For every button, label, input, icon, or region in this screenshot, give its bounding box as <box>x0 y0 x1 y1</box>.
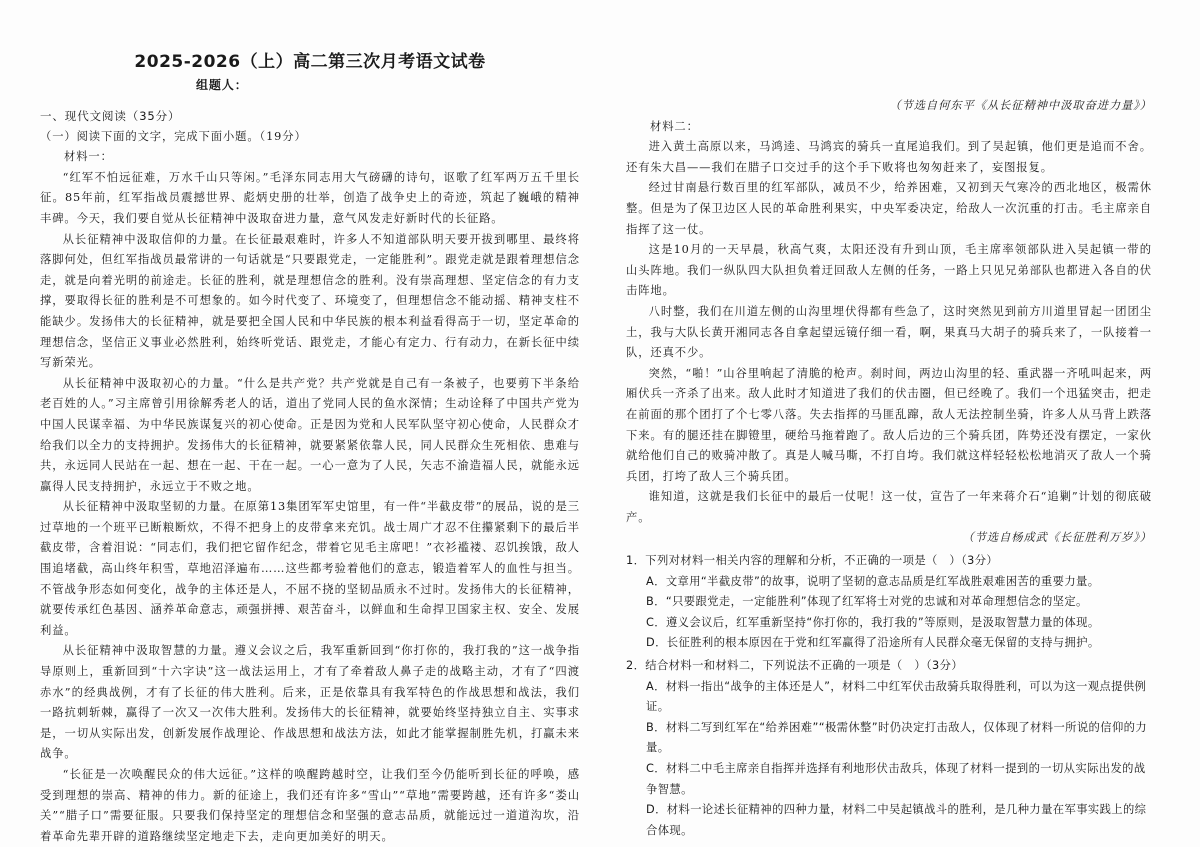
material-1-paragraph: 从长征精神中汲取信仰的力量。在长征最艰难时，许多人不知道部队明天要开拔到哪里、最终将落脚何处，但红军指战员最常讲的一句话就是“只要跟党走，一定能胜利”。跟党走就是跟着理想信念走，就是向着光明的前途走。长征的胜利，就是理想信念的胜利。没有崇高理想、坚定信念的有力支撑，要取得长征的胜利是不可想象的。如今时代变了、环境变了，但理想信念不能动摇、精神支柱不能缺少。发扬伟大的长征精神，就是要把全国人民和中华民族的根本利益看得高于一切，坚定革命的理想信念，坚信正义事业必然胜利，始终听党话、跟党走，才能心有定力、行有动力，在新长征中续写新荣光。 <box>40 232 580 370</box>
material-1-paragraph: 从长征精神中汲取坚韧的力量。在原第13集团军军史馆里，有一件“半截皮带”的展品，说的是三过草地的一个班平已断粮断炊，不得不把身上的皮带拿来充饥。战士周广才忍不住攥紧剩下的最后半截皮带，含着泪说：“同志们，我们把它留作纪念，带着它见毛主席吧！”衣衫褴褛、忍饥挨饿，敌人围追堵截，高山终年积雪，草地沼泽遍布……这些都考验着他们的意志，锻造着军人的血性与担当。不管战争形态如何变化，战争的主体还是人，不屈不挠的坚韧品质永不过时。发扬伟大的长征精神，就要传承红色基因、涵养革命意志，顽强拼搏、艰苦奋斗，以鲜血和生命捍卫国家主权、安全、发展利益。 <box>40 500 580 637</box>
left-column <box>40 0 580 847</box>
subsection-heading: （一）阅读下面的文字，完成下面小题。（19分） <box>40 129 307 143</box>
continuation-spacer <box>626 0 1152 96</box>
exam-title: 2025-2026（上）高二第三次月考语文试卷 <box>134 52 486 72</box>
question-option: C．材料二中毛主席亲自指挥并选择有利地形伏击敌兵，体现了材料一提到的一切从实际出发的战争智慧。 <box>646 762 1146 796</box>
material-1-paragraph: 从长征精神中汲取智慧的力量。遵义会议之后，我军重新回到“你打你的，我打我的”这一战争指导原则上，重新回到“十六字诀”这一战法运用上，才有了牵着敌人鼻子走的战略主动，才有了“四渡赤水”的经典战例，才有了长征的伟大胜利。后来，正是依靠具有我军特色的作战思想和战法，我们一路抗刺斩棘，赢得了一次又一次伟大胜利。发扬伟大的长征精神，就要始终坚持独立自主、实事求是，一切从实际出发，创新发展作战理论、作战思想和战法方法，如此才能掌握制胜先机，打赢未来战争。 <box>40 644 580 761</box>
material-2-paragraph: 这是10月的一天早晨，秋高气爽，太阳还没有升到山顶，毛主席率领部队进入吴起镇一带的山头阵地。我们一纵队四大队担负着迂回敌人左侧的任务，一路上只见兄弟部队也都进入各自的伏击阵地。 <box>626 243 1152 298</box>
material-1-source: （节选自何东平《从长征精神中汲取奋进力量》） <box>889 99 1152 112</box>
material-2-paragraph: 八时整，我们在川道左侧的山沟里埋伏得都有些急了，这时突然见到前方川道里冒起一团团尘土，我与大队长黄开湘同志各自拿起望远镜仔细一看，啊，果真马大胡子的骑兵来了，一队接着一队，还真不少。 <box>626 304 1152 360</box>
question-option: D．材料一论述长征精神的四种力量，材料二中吴起镇战斗的胜利，是几种力量在军事实践上的综合体现。 <box>646 803 1147 837</box>
question-option: C．遵义会议后，红军重新坚持“你打你的，我打我的”等原则，是汲取智慧力量的体现。 <box>646 615 1100 629</box>
question-stem: 2．结合材料一和材料二，下列说法不正确的一项是（ ）（3分） <box>626 659 964 673</box>
question-option: B．材料二写到红军在“给养困难”“极需休整”时仍决定打击敌人，仅体现了材料一所说的信仰的力量。 <box>646 720 1148 755</box>
question-option: D．长征胜利的根本原因在于党和红军赢得了沿途所有人民群众毫无保留的支持与拥护。 <box>646 636 1100 650</box>
right-column <box>626 0 1152 841</box>
material-2-paragraph: 进入黄土高原以来，马鸿逵、马鸿宾的骑兵一直尾追我们。到了吴起镇，他们更是追而不舍。还有朱大昌——我们在腊子口交过手的这个手下败将也匆匆赶来了，妄图报复。 <box>626 140 1152 174</box>
question-option: A．材料一指出“战争的主体还是人”，材料二中红军伏击敌骑兵取得胜利，可以为这一观点提供例证。 <box>646 679 1147 714</box>
material-2-source: （节选自杨成武《长征胜利万岁》） <box>962 531 1152 545</box>
material-1-label: 材料一： <box>64 150 113 164</box>
material-2-paragraph: 经过甘南悬行数百里的红军部队，减员不少，给养困难，又初到天气寒冷的西北地区，极需休整。但是为了保卫边区人民的革命胜利果实，中央军委决定，给敌人一次沉重的打击。毛主席亲自指挥了这一仗。 <box>626 181 1152 236</box>
question-option: B．“只要跟党走，一定能胜利”体现了红军将士对党的忠诚和对革命理想信念的坚定。 <box>646 595 1088 609</box>
material-2-label: 材料二： <box>650 119 699 133</box>
material-1-paragraph: “长征是一次唤醒民众的伟大远征。”这样的唤醒跨越时空，让我们至今仍能听到长征的呼唤，感受到理想的崇高、精神的伟力。新的征途上，我们还有许多“雪山”“草地”需要跨越，还有许多“娄山关”“腊子口”需要征服。只要我们保持坚定的理想信念和坚强的意志品质，就能远过一道道沟坎，沿着革命先辈开辟的道路继续坚定地走下去，走向更加美好的明天。 <box>40 768 580 843</box>
material-1-paragraph: 从长征精神中汲取初心的力量。“什么是共产党？共产党就是自己有一条被子，也要剪下半条给老百姓的人。”习主席曾引用徐解秀老人的话，道出了党同人民的鱼水深情；生动诠释了中国共产党为中国人民谋幸福、为中华民族谋复兴的初心使命。正是因为党和人民军队坚守初心使命，人民群众才给我们以全力的支持拥护。发扬伟大的长征精神，就要紧紧依靠人民，同人民群众生死相依、患难与共，永远同人民站在一起、想在一起、干在一起。一心一意为了人民，矢志不渝造福人民，就能永远赢得人民支持拥护，永远立于不败之地。 <box>40 376 580 493</box>
material-2-paragraph: 谁知道，这就是我们长征中的最后一仗呢！这一仗，宣告了一年来蒋介石“追剿”计划的彻底破产。 <box>626 490 1152 524</box>
material-2-paragraph: 突然，“啪！”山谷里响起了清脆的枪声。刹时间，两边山沟里的轻、重武器一齐吼叫起来，两厢伏兵一齐杀了出来。敌人此时才知道进了我们的伏击圈，但已经晚了。我们一个迅猛突击，把走在前面的那个团打了个七零八落。失去指挥的马匪乱蹿，敌人无法控制坐骑，许多人从马背上跌落下来。有的腿还挂在脚镫里，硬给马拖着跑了。敌人后边的三个骑兵团，阵势还没有摆定，一家伙就给他们自己的败骑冲散了。真是人喊马嘶，不打自垮。我们就这样轻轻松松地消灭了敌人一个骑兵团，打垮了敌人三个骑兵团。 <box>626 366 1152 483</box>
question-1 <box>626 551 1152 654</box>
material-1-paragraph: “红军不怕远征难，万水千山只等闲。”毛泽东同志用大气磅礴的诗句，讴歌了红军两万五千里长征。85年前，红军指战员震撼世界、彪炳史册的壮举，创造了战争史上的奇迹，筑起了巍峨的精神丰碑。今天，我们要自觉从长征精神中汲取奋进力量，意气风发走好新时代的长征路。 <box>40 170 580 225</box>
question-option: A．文章用“半截皮带”的故事，说明了坚韧的意志品质是红军战胜艰难困苦的重要力量。 <box>646 574 1100 588</box>
question-2 <box>626 656 1152 841</box>
question-stem: 1．下列对材料一相关内容的理解和分析，不正确的一项是（ ）（3分） <box>626 554 999 568</box>
section-heading: 一、现代文阅读（35分） <box>40 109 181 123</box>
question-maker: 组题人： <box>196 78 248 92</box>
